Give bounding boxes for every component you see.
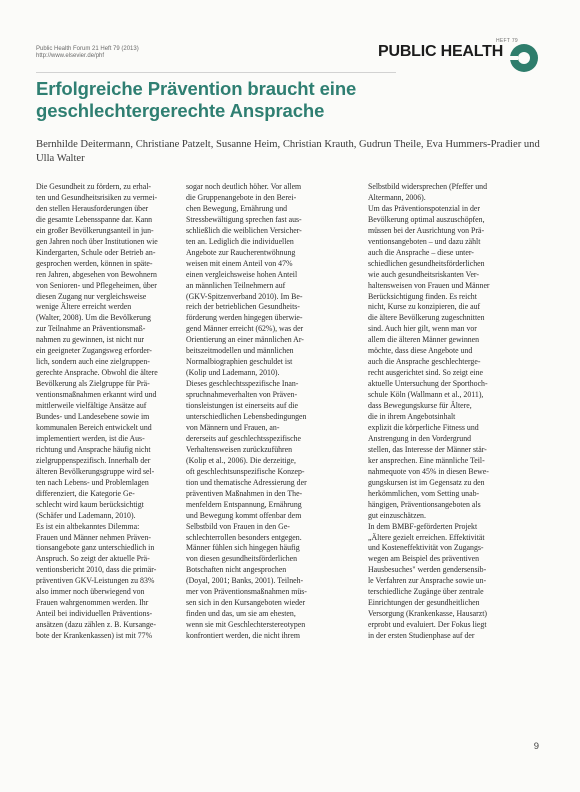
text-line: und Bewegung kommt offenbar dem	[186, 510, 302, 520]
text-line: Berücksichtigung finden. Es reicht	[368, 291, 477, 301]
article-title: Erfolgreiche Prävention braucht eine geschlechtergerechte Ansprache	[36, 78, 357, 121]
text-line: erprobt und evaluiert. Der Fokus liegt	[368, 620, 487, 630]
text-line: von diesen gesundheitsförderlichen	[186, 554, 298, 564]
text-line: dass Bewegungskurse für Ältere,	[368, 401, 472, 411]
text-line: Um das Präventionspotenzial in der	[368, 203, 480, 213]
text-line: Dieses geschlechtsspezifische Inan-	[186, 379, 299, 389]
text-line: wegen am Beispiel des präventiven	[368, 554, 480, 564]
text-line: Orientierung an einer männlichen Ar-	[186, 335, 304, 345]
journal-info	[36, 46, 139, 60]
text-line: Frauen wahrgenommen werden. Ihr	[36, 598, 149, 608]
text-line: implementiert werden, ist die Aus-	[36, 433, 145, 443]
text-line: ten und Gesundheitsrisiken zu vermei-	[36, 192, 158, 202]
text-line: förderung werden hingegen überwie-	[186, 313, 303, 323]
text-line: Selbstbild von Frauen in den Ge-	[186, 521, 290, 531]
text-line: schlecht wird kaum berücksichtigt	[36, 499, 144, 509]
text-line: die Gruppenangebote in den Berei-	[186, 192, 297, 202]
text-line: Bundes- und Landesebene sowie im	[36, 412, 150, 422]
text-line: (GKV-Spitzenverband 2010). Im Be-	[186, 291, 303, 301]
journal-citation: Public Health Forum 21 Heft 79 (2013)	[36, 46, 139, 52]
article-authors: Bernhilde Deitermann, Christiane Patzelt, Susanne Heim, Christian Krauth, Gudrun Theile, Eva Hummers-Pradier und Ulla Walter	[36, 139, 540, 164]
text-line: ein geeigneter Zugangsweg erforder-	[36, 346, 152, 356]
text-line: präventiven Maßnahmen in den The-	[186, 488, 303, 498]
text-line: spruchnahmeverhalten von Präven-	[186, 390, 298, 400]
text-line: müssen bei der Ausrichtung von Prä-	[368, 225, 485, 235]
text-column-2	[186, 182, 350, 720]
text-line: mer von Präventionsmaßnahmen müs-	[186, 587, 307, 597]
text-line: allem die älteren Männer gewinnen	[368, 335, 480, 345]
text-line: gen Jahren noch über Institutionen wie	[36, 236, 158, 246]
text-line: terschiedliche Zugänge über zentrale	[368, 587, 484, 597]
text-line: nahmen zu gewinnen, ist nicht nur	[36, 335, 145, 345]
text-line: die ältere Bevölkerung zugeschnitten	[368, 313, 485, 323]
text-line: einen vergleichsweise hohen Anteil	[186, 269, 298, 279]
text-line: differenziert, die Kategorie Ge-	[36, 488, 135, 498]
text-line: auch die Ansprache geschlechterge-	[368, 357, 481, 367]
text-line: schlechterrollen besonders entgegen.	[186, 532, 302, 542]
text-line: Hausbesuches" werden gendersensib-	[368, 565, 487, 575]
text-line: aktuelle Untersuchung der Sporthoch-	[368, 379, 488, 389]
text-line: chen Bewegung, Ernährung und	[186, 203, 288, 213]
text-line: gerechte Ansprache. Obwohl die ältere	[36, 368, 158, 378]
text-line: ren Jahren, abgesehen von Bewohnern	[36, 269, 157, 279]
text-line: an männlichen Teilnehmern auf	[186, 280, 286, 290]
text-line: Es ist ein altbekanntes Dilemma:	[36, 521, 140, 531]
text-line: von Männern und Frauen, an-	[186, 422, 280, 432]
text-line: explizit die körperliche Fitness und	[368, 422, 479, 432]
text-column-3	[368, 182, 536, 720]
column-1-text	[36, 182, 170, 642]
text-line: ein großer Bevölkerungsanteil in jun-	[36, 225, 154, 235]
text-line: finden und das, um sie am ehesten,	[186, 609, 296, 619]
text-line: richtung und Ansprache häufig nicht	[36, 444, 151, 454]
text-line: gesprochen werden, können in späte-	[36, 258, 153, 268]
text-line: in der ersten Studienphase auf der	[368, 631, 475, 641]
text-line: konfrontiert werden, die nicht ihrem	[186, 631, 300, 641]
text-line: tionsleistungen ist einerseits auf die	[186, 401, 298, 411]
text-line: Verhaltensweisen zurückzuführen	[186, 444, 293, 454]
text-line: hängigen, Präventionsangeboten als	[368, 499, 481, 509]
text-line: ker ansprechen. Eine männliche Teil-	[368, 455, 485, 465]
text-line: le Verfahren zur Ansprache sowie un-	[368, 576, 487, 586]
text-line: zur Teilnahme an Präventionsmaß-	[36, 324, 146, 334]
text-line: nicht, Kurse zu konzipieren, die auf	[368, 302, 481, 312]
journal-url: http://www.elsevier.de/phf	[36, 53, 105, 59]
text-line: dererseits auf geschlechtsspezifische	[186, 433, 301, 443]
text-line: mittlerweile vielfältige Ansätze auf	[36, 401, 147, 411]
text-line: schiedlichen gesundheitsförderlichen	[368, 258, 485, 268]
text-line: Selbstbild widersprechen (Pfeffer und	[368, 182, 488, 191]
text-line: Anspruch. So zeigt der aktuelle Prä-	[36, 554, 150, 564]
text-line: tion und thematische Adressierung der	[186, 477, 307, 487]
text-line: (Doyal, 2001; Banks, 2001). Teilneh-	[186, 576, 304, 586]
logo-emblem-icon	[510, 44, 538, 72]
column-2-text	[186, 182, 350, 642]
text-line: den stellen Herausforderungen über	[36, 203, 149, 213]
text-line: diesen Zugang nur vergleichsweise	[36, 291, 147, 301]
text-line: Männer fühlen sich hingegen häufig	[186, 543, 300, 553]
text-line: ten nach Lebens- und Problemlagen	[36, 477, 149, 487]
text-line: Stressbewältigung sprechen fast aus-	[186, 214, 302, 224]
text-line: „Ältere gezielt erreichen. Effektivität	[368, 532, 485, 542]
text-line: die gesamte Lebensspanne dar. Kann	[36, 214, 153, 224]
text-line: Angebote zur Raucherentwöhnung	[186, 247, 296, 257]
logo-issue-label: HEFT 79	[495, 38, 518, 44]
text-line: Einrichtungen der gesundheitlichen	[368, 598, 480, 608]
header-divider	[36, 72, 396, 73]
text-line: sind. Auch hier gilt, wenn man vor	[368, 324, 477, 334]
text-line: von Senioren- und Pflegeheimen, über	[36, 280, 157, 290]
text-line: herkömmlichen, vom Setting unab-	[368, 488, 480, 498]
text-line: oft geschlechtsunspezifische Konzep-	[186, 466, 305, 476]
text-line: schule Köln (Wallmann et al., 2011),	[368, 390, 484, 400]
text-line: sogar noch deutlich höher. Vor allem	[186, 182, 302, 191]
text-line: und Kosteneffektivität von Zugangs-	[368, 543, 484, 553]
text-line: ventionsmaßnahmen erkannt wird und	[36, 390, 157, 400]
text-line: ventionsbericht 2010, dass die primär-	[36, 565, 157, 575]
text-line: wenige Ältere erreicht werden	[36, 302, 132, 312]
text-line: stellen, das Interesse der Männer stär-	[368, 444, 487, 454]
text-line: möchte, dass diese Angebote und	[368, 346, 473, 356]
text-line: älteren Bevölkerungsgruppe wird sel-	[36, 466, 155, 476]
text-line: unterschiedlichen Lebensbedingungen	[186, 412, 307, 422]
text-line: gungskursen ist im Gegensatz zu den	[368, 477, 485, 487]
text-line: beitszeitmodellen und männlichen	[186, 346, 294, 356]
text-line: ten an. Lediglich die individuellen	[186, 236, 294, 246]
text-line: (Kolip et al., 2006). Die derzeitige,	[186, 455, 296, 465]
text-line: sen sich in den Kursangeboten wieder	[186, 598, 306, 608]
text-line: die in ihrem Angebotsinhalt	[368, 412, 456, 422]
text-line: Botschaften nicht angesprochen	[186, 565, 287, 575]
text-line: auch die Ansprache – diese unter-	[368, 247, 474, 257]
text-line: lich, sondern auch eine zielgruppen-	[36, 357, 150, 367]
page-number: 9	[533, 741, 539, 752]
text-line: Versorgung (Krankenkasse, Hausarzt)	[368, 609, 487, 619]
text-line: recht ausgerichtet sind. So zeigt eine	[368, 368, 484, 378]
text-line: kommunalen Bereich entwickelt und	[36, 422, 152, 432]
text-line: menfeldern Entspannung, Ernährung	[186, 499, 302, 509]
text-line: weisen mit einem Anteil von 47%	[186, 258, 293, 268]
text-line: Anstrengung in den Vordergrund	[368, 433, 472, 443]
text-line: Frauen und Männer nehmen Präven-	[36, 532, 152, 542]
column-3-text	[368, 182, 536, 642]
text-line: gend Männer erreicht (62%), was der	[186, 324, 304, 334]
text-line: Bevölkerung als Zielgruppe für Prä-	[36, 379, 150, 389]
text-line: tionsangebote ganz unterschiedlich in	[36, 543, 155, 553]
text-line: wenn sie mit Geschlechterstereotypen	[186, 620, 306, 630]
text-line: Die Gesundheit zu fördern, zu erhal-	[36, 182, 151, 191]
text-line: reich der betrieblichen Gesundheits-	[186, 302, 300, 312]
logo-wordmark: PUBLIC HEALTH	[378, 43, 504, 60]
text-line: schließlich die weiblichen Versicher-	[186, 225, 302, 235]
text-line: In dem BMBF-geförderten Projekt	[368, 521, 478, 531]
text-line: (Kolip und Lademann, 2010).	[186, 368, 280, 378]
text-line: (Schäfer und Lademann, 2010).	[36, 510, 136, 520]
text-line: nahmequote von 45% in diesen Bewe-	[368, 466, 489, 476]
text-line: bote der Krankenkassen) ist mit 77%	[36, 631, 153, 641]
text-line: haltensweisen von Frauen und Männer	[368, 280, 490, 290]
text-line: Kindergarten, Schule oder Betrieb an-	[36, 247, 156, 257]
text-line: wie auch gesundheitsriskanten Ver-	[368, 269, 480, 279]
text-line: ansätzen (dazu zählen z. B. Kursange-	[36, 620, 156, 630]
text-line: gut einzuschätzen.	[368, 510, 426, 520]
text-line: also immer noch überwiegend von	[36, 587, 145, 597]
text-line: Normalbiographien geschuldet ist	[186, 357, 293, 367]
text-line: zielgruppenspezifisch. Innerhalb der	[36, 455, 151, 465]
text-line: ventionsangeboten – und dazu zählt	[368, 236, 481, 246]
text-line: präventiven GKV-Leistungen zu 83%	[36, 576, 155, 586]
text-line: Altermann, 2006).	[368, 192, 426, 202]
text-line: Bevölkerung optimal auszuschöpfen,	[368, 214, 485, 224]
text-line: Anteil bei individuellen Präventions-	[36, 609, 153, 619]
text-line: (Walter, 2008). Um die Bevölkerung	[36, 313, 151, 323]
text-column-1	[36, 182, 170, 720]
